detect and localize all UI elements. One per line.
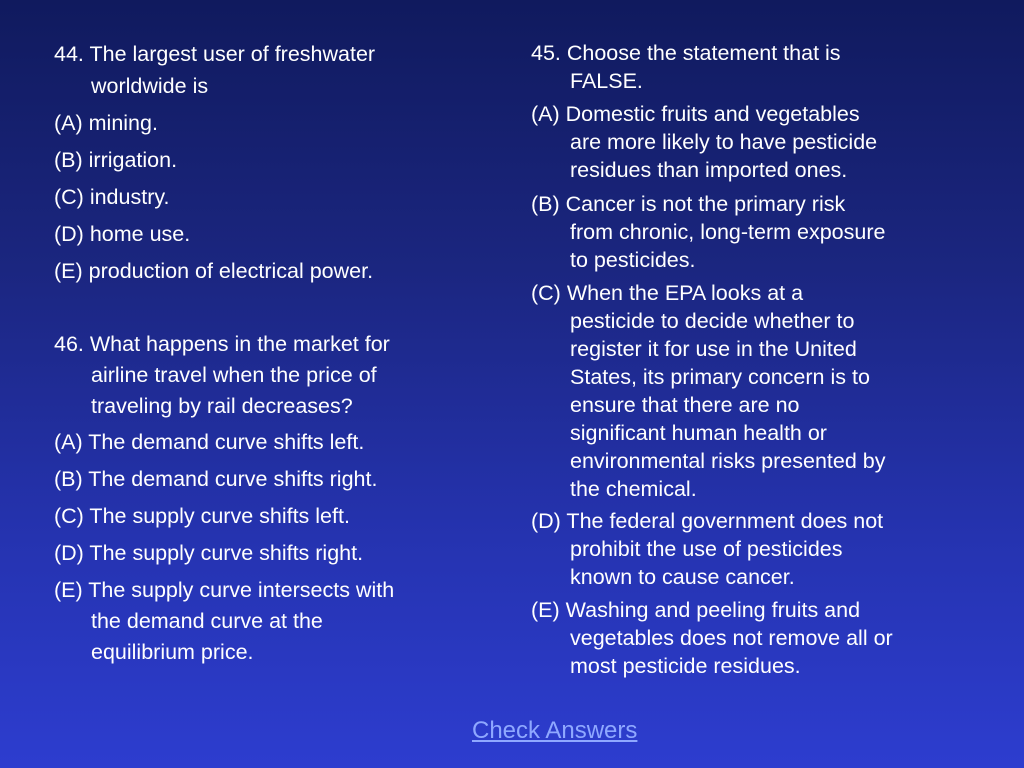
question-44-option-c: (C) industry. xyxy=(54,185,170,209)
question-45-option-c-line-2: pesticide to decide whether to xyxy=(570,309,855,333)
question-46-stem-line-2: airline travel when the price of xyxy=(91,363,377,387)
question-45-option-b-line-3: to pesticides. xyxy=(570,248,696,272)
question-45-option-d-line-1: (D) The federal government does not xyxy=(531,509,884,533)
question-45-option-c-line-4: States, its primary concern is to xyxy=(570,365,870,389)
question-46-option-a: (A) The demand curve shifts left. xyxy=(54,430,365,454)
question-45-option-c-line-7: environmental risks presented by xyxy=(570,449,886,473)
question-45-option-c-line-8: the chemical. xyxy=(570,477,697,501)
question-46-option-d: (D) The supply curve shifts right. xyxy=(54,541,364,565)
question-45-option-a-line-3: residues than imported ones. xyxy=(570,158,848,182)
question-45-option-e-line-3: most pesticide residues. xyxy=(570,654,801,678)
question-45-stem-line-2: FALSE. xyxy=(570,69,643,93)
question-44-stem-line-1: 44. The largest user of freshwater xyxy=(54,42,376,66)
question-46-option-e-line-3: equilibrium price. xyxy=(91,640,254,664)
question-45-stem-line-1: 45. Choose the statement that is xyxy=(531,41,841,65)
question-45-option-a-line-1: (A) Domestic fruits and vegetables xyxy=(531,102,860,126)
question-45-option-a-line-2: are more likely to have pesticide xyxy=(570,130,878,154)
question-45-option-b-line-1: (B) Cancer is not the primary risk xyxy=(531,192,846,216)
question-45-option-c-line-1: (C) When the EPA looks at a xyxy=(531,281,804,305)
question-46-option-e-line-1: (E) The supply curve intersects with xyxy=(54,578,395,602)
question-45-option-d-line-3: known to cause cancer. xyxy=(570,565,795,589)
question-44-option-a: (A) mining. xyxy=(54,111,158,135)
question-45-option-c-line-6: significant human health or xyxy=(570,421,827,445)
question-45-option-b-line-2: from chronic, long-term exposure xyxy=(570,220,886,244)
question-45-option-c-line-5: ensure that there are no xyxy=(570,393,800,417)
check-answers-link[interactable]: Check Answers xyxy=(472,717,638,744)
question-44-option-b: (B) irrigation. xyxy=(54,148,178,172)
question-44-stem-line-2: worldwide is xyxy=(91,74,209,98)
question-44-option-e: (E) production of electrical power. xyxy=(54,259,374,283)
question-46-option-c: (C) The supply curve shifts left. xyxy=(54,504,350,528)
question-46-stem-line-3: traveling by rail decreases? xyxy=(91,394,353,418)
question-45-option-c-line-3: register it for use in the United xyxy=(570,337,857,361)
question-44-option-d: (D) home use. xyxy=(54,222,191,246)
question-46-option-e-line-2: the demand curve at the xyxy=(91,609,323,633)
question-46-option-b: (B) The demand curve shifts right. xyxy=(54,467,378,491)
question-45-option-d-line-2: prohibit the use of pesticides xyxy=(570,537,843,561)
question-46-stem-line-1: 46. What happens in the market for xyxy=(54,332,390,356)
question-45-option-e-line-1: (E) Washing and peeling fruits and xyxy=(531,598,861,622)
question-45-option-e-line-2: vegetables does not remove all or xyxy=(570,626,893,650)
